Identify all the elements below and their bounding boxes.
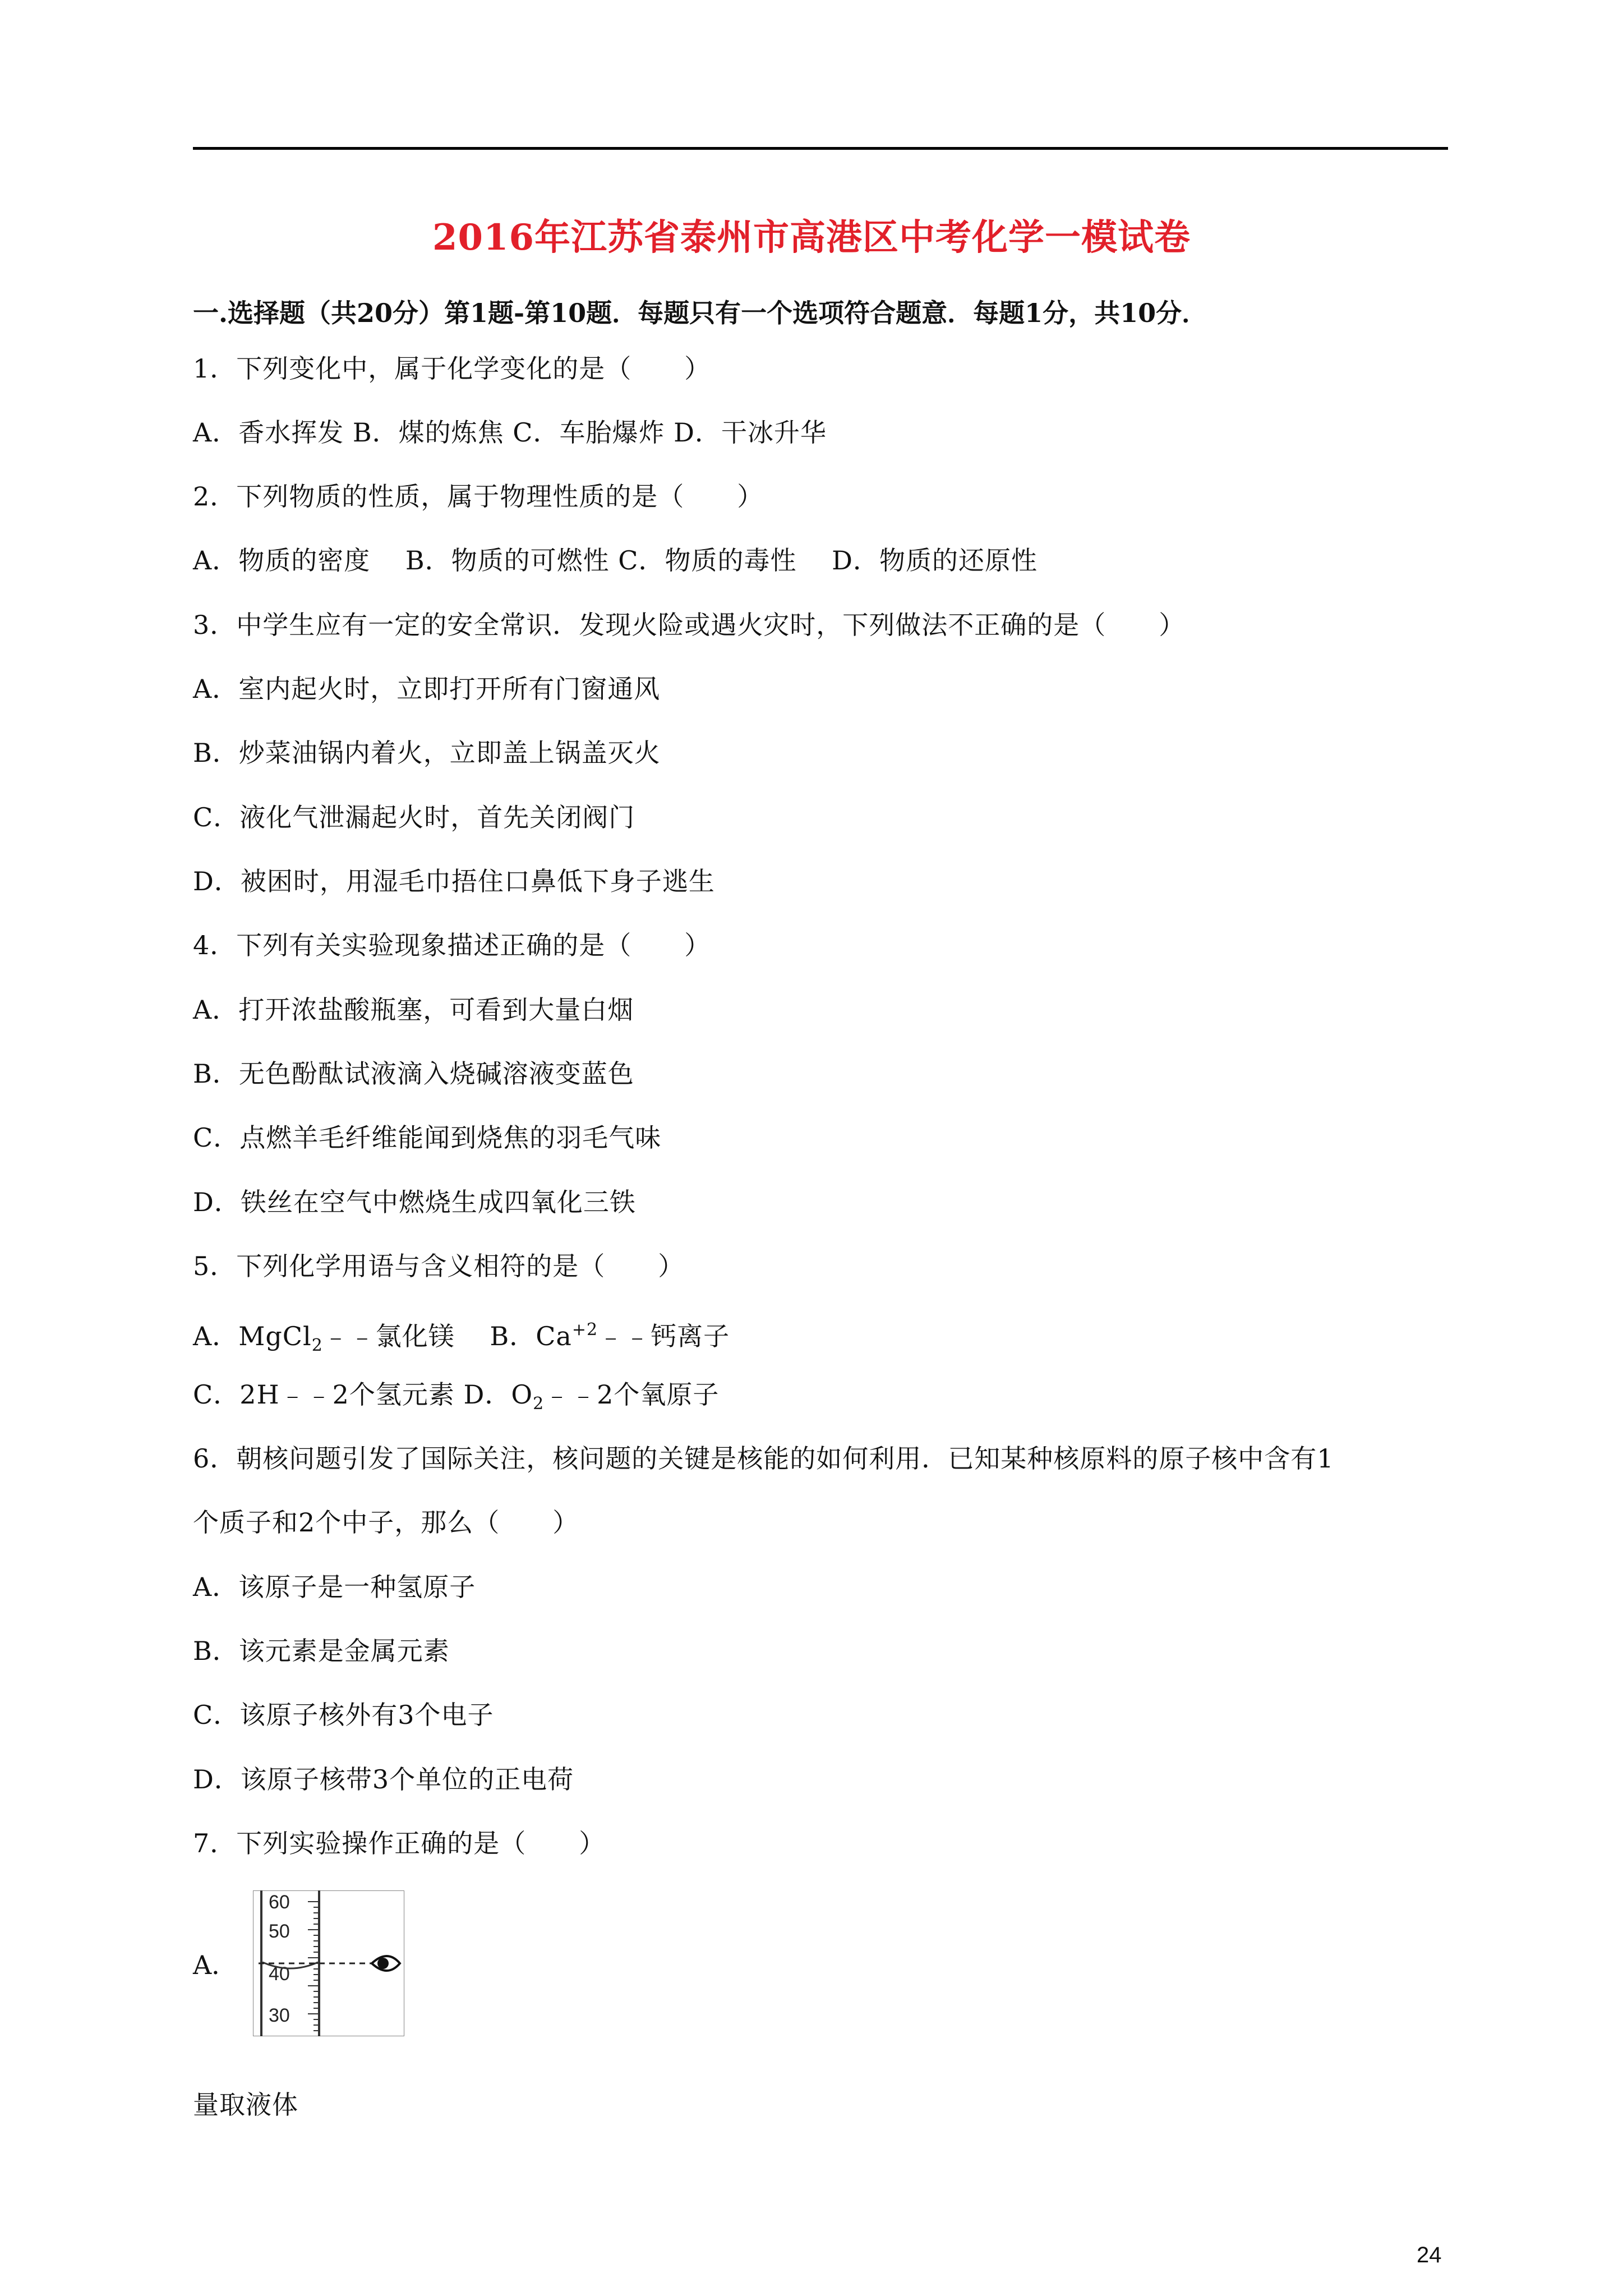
q4-option-d: D．铁丝在空气中燃烧生成四氧化三铁 <box>193 1187 636 1217</box>
q5-option-b-prefix: B．Ca <box>490 1321 572 1351</box>
page-title: 2016年江苏省泰州市高港区中考化学一模试卷 <box>432 217 1191 259</box>
q5-option-a-suffix: ﹣﹣氯化镁 <box>322 1321 481 1351</box>
q3-option-d: D．被困时，用湿毛巾捂住口鼻低下身子逃生 <box>193 866 715 896</box>
q7-option-a-caption: 量取液体 <box>193 2090 298 2120</box>
q4-stem: 4．下列有关实验现象描述正确的是（ ） <box>193 930 711 960</box>
q6-option-a: A．该原子是一种氢原子 <box>193 1572 476 1602</box>
q5-options-ab <box>193 1313 730 1363</box>
q5-option-b-suffix: ﹣﹣钙离子 <box>598 1321 730 1351</box>
q6-option-b: B．该元素是金属元素 <box>193 1636 450 1666</box>
q4-option-c: C．点燃羊毛纤维能闻到烧焦的羽毛气味 <box>193 1122 662 1153</box>
page-number: 24 <box>1417 2243 1442 2267</box>
q3-stem: 3．中学生应有一定的安全常识．发现火险或遇火灾时，下列做法不正确的是（ ） <box>193 610 1186 640</box>
q1-options: A．香水挥发 B．煤的炼焦 C．车胎爆炸 D．干冰升华 <box>193 417 827 448</box>
cylinder-tick-label: 60 <box>269 1892 291 1913</box>
cylinder-tick-label: 50 <box>269 1921 291 1942</box>
q2-options: A．物质的密度 B．物质的可燃性 C．物质的毒性 D．物质的还原性 <box>193 545 1038 576</box>
cylinder-tick-label: 30 <box>269 2005 291 2026</box>
q5-option-c: C．2H﹣﹣2个氢元素 <box>193 1379 464 1410</box>
q6-stem-line2: 个质子和2个中子，那么（ ） <box>193 1507 579 1538</box>
q4-option-b: B．无色酚酞试液滴入烧碱溶液变蓝色 <box>193 1059 634 1089</box>
header-rule <box>193 147 1448 150</box>
q5-stem: 5．下列化学用语与含义相符的是（ ） <box>193 1251 685 1281</box>
q5-option-d-suffix: ﹣﹣2个氧原子 <box>544 1379 720 1410</box>
q3-option-c: C．液化气泄漏起火时，首先关闭阀门 <box>193 802 635 832</box>
q4-option-a: A．打开浓盐酸瓶塞，可看到大量白烟 <box>193 995 634 1025</box>
q5-option-d-subscript: 2 <box>533 1394 545 1414</box>
graduated-cylinder-figure <box>253 1890 404 2036</box>
cylinder-tick-label: 40 <box>269 1963 291 1985</box>
q3-option-b: B．炒菜油锅内着火，立即盖上锅盖灭火 <box>193 738 661 768</box>
q2-stem: 2．下列物质的性质，属于物理性质的是（ ） <box>193 481 764 512</box>
q5-option-d-prefix: D．O <box>463 1379 533 1410</box>
q7-stem: 7．下列实验操作正确的是（ ） <box>193 1828 606 1858</box>
q7-option-a-row <box>193 1890 404 2036</box>
q5-option-a-subscript: 2 <box>311 1336 323 1355</box>
section-header: 一.选择题（共20分）第1题-第10题．每题只有一个选项符合题意．每题1分，共10分． <box>193 298 1208 328</box>
q5-options-cd <box>193 1378 719 1421</box>
q5-option-a-prefix: A．MgCl <box>193 1321 312 1351</box>
q1-stem: 1．下列变化中，属于化学变化的是（ ） <box>193 353 711 384</box>
q6-option-c: C．该原子核外有3个电子 <box>193 1700 494 1730</box>
q6-stem-line1: 6．朝核问题引发了国际关注，核问题的关键是核能的如何利用．已知某种核原料的原子核中含有1 <box>193 1443 1334 1474</box>
q7-option-a-label: A． <box>193 1950 238 1980</box>
q3-option-a: A．室内起火时，立即打开所有门窗通风 <box>193 674 661 704</box>
q6-option-d: D．该原子核带3个单位的正电荷 <box>193 1764 574 1795</box>
q5-option-b-superscript: +2 <box>571 1320 598 1340</box>
